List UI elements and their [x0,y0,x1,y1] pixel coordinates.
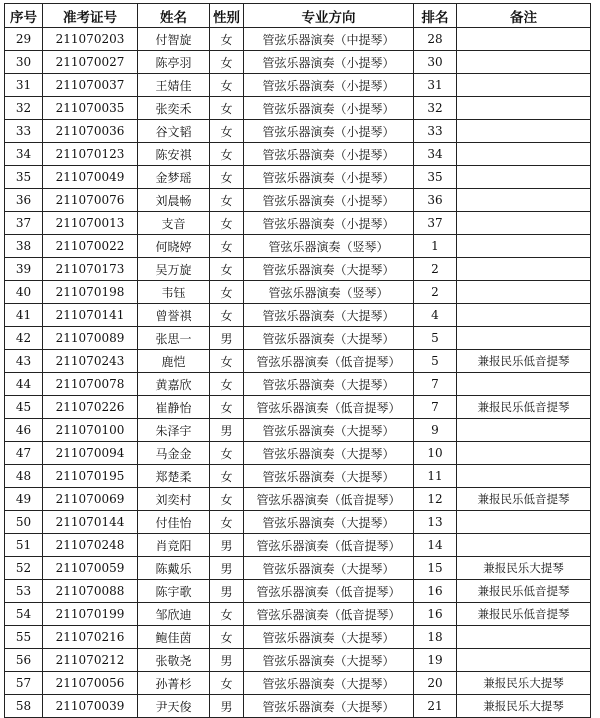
cell-gender: 女 [210,304,244,327]
cell-rank: 12 [414,488,457,511]
cell-gender: 女 [210,626,244,649]
cell-remarks: 兼报民乐低音提琴 [457,350,591,373]
cell-gender: 女 [210,166,244,189]
table-row [5,51,591,74]
cell-major: 管弦乐器演奏（小提琴） [244,143,414,166]
cell-exam-id: 211070035 [43,97,138,120]
cell-exam-id: 211070144 [43,511,138,534]
cell-major: 管弦乐器演奏（大提琴） [244,649,414,672]
cell-major: 管弦乐器演奏（竖琴） [244,235,414,258]
cell-name: 黄嘉欣 [138,373,210,396]
header-serial-number: 序号 [5,4,43,28]
cell-gender: 男 [210,534,244,557]
cell-rank: 1 [414,235,457,258]
cell-rank: 18 [414,626,457,649]
admission-ranking-table [4,3,591,718]
cell-remarks [457,327,591,350]
cell-remarks [457,74,591,97]
cell-serial-number: 34 [5,143,43,166]
cell-serial-number: 44 [5,373,43,396]
cell-exam-id: 211070076 [43,189,138,212]
cell-name: 韦钰 [138,281,210,304]
cell-serial-number: 51 [5,534,43,557]
cell-exam-id: 211070037 [43,74,138,97]
cell-serial-number: 55 [5,626,43,649]
table-row [5,166,591,189]
cell-remarks [457,419,591,442]
cell-exam-id: 211070013 [43,212,138,235]
cell-exam-id: 211070243 [43,350,138,373]
cell-gender: 女 [210,120,244,143]
cell-serial-number: 29 [5,28,43,51]
header-major: 专业方向 [244,4,414,28]
cell-major: 管弦乐器演奏（小提琴） [244,97,414,120]
cell-serial-number: 56 [5,649,43,672]
cell-serial-number: 47 [5,442,43,465]
cell-name: 陈亭羽 [138,51,210,74]
table-row [5,603,591,626]
table-row [5,304,591,327]
cell-remarks: 兼报民乐低音提琴 [457,603,591,626]
cell-rank: 7 [414,373,457,396]
cell-serial-number: 46 [5,419,43,442]
cell-exam-id: 211070069 [43,488,138,511]
cell-gender: 女 [210,143,244,166]
cell-gender: 女 [210,442,244,465]
table-row [5,465,591,488]
cell-exam-id: 211070088 [43,580,138,603]
cell-remarks [457,235,591,258]
table-row [5,28,591,51]
cell-exam-id: 211070248 [43,534,138,557]
table-row [5,120,591,143]
table-row [5,281,591,304]
cell-rank: 2 [414,258,457,281]
table-row [5,442,591,465]
cell-exam-id: 211070027 [43,51,138,74]
cell-rank: 11 [414,465,457,488]
cell-gender: 男 [210,419,244,442]
cell-rank: 13 [414,511,457,534]
cell-major: 管弦乐器演奏（大提琴） [244,465,414,488]
cell-remarks [457,212,591,235]
cell-rank: 31 [414,74,457,97]
cell-remarks [457,281,591,304]
cell-name: 鲍佳茵 [138,626,210,649]
cell-gender: 女 [210,189,244,212]
cell-exam-id: 211070198 [43,281,138,304]
cell-serial-number: 32 [5,97,43,120]
cell-rank: 5 [414,350,457,373]
cell-gender: 女 [210,672,244,695]
cell-major: 管弦乐器演奏（大提琴） [244,672,414,695]
header-exam-id: 准考证号 [43,4,138,28]
cell-gender: 女 [210,488,244,511]
cell-gender: 女 [210,258,244,281]
cell-name: 陈宇歌 [138,580,210,603]
cell-major: 管弦乐器演奏（低音提琴） [244,488,414,511]
cell-remarks: 兼报民乐低音提琴 [457,580,591,603]
cell-gender: 男 [210,327,244,350]
table-row [5,350,591,373]
table-row [5,143,591,166]
cell-serial-number: 39 [5,258,43,281]
cell-serial-number: 48 [5,465,43,488]
cell-major: 管弦乐器演奏（中提琴） [244,28,414,51]
cell-serial-number: 58 [5,695,43,718]
cell-exam-id: 211070089 [43,327,138,350]
cell-major: 管弦乐器演奏（小提琴） [244,74,414,97]
cell-name: 陈戴乐 [138,557,210,580]
cell-name: 崔静怡 [138,396,210,419]
cell-name: 王婧佳 [138,74,210,97]
cell-serial-number: 43 [5,350,43,373]
cell-gender: 男 [210,557,244,580]
cell-gender: 女 [210,465,244,488]
cell-remarks [457,626,591,649]
cell-rank: 15 [414,557,457,580]
cell-name: 金梦瑶 [138,166,210,189]
cell-serial-number: 36 [5,189,43,212]
cell-major: 管弦乐器演奏（大提琴） [244,442,414,465]
cell-rank: 7 [414,396,457,419]
cell-serial-number: 41 [5,304,43,327]
cell-remarks [457,120,591,143]
cell-rank: 37 [414,212,457,235]
table-header-row [5,4,591,28]
cell-remarks: 兼报民乐大提琴 [457,672,591,695]
cell-exam-id: 211070039 [43,695,138,718]
cell-name: 曾誉祺 [138,304,210,327]
cell-rank: 2 [414,281,457,304]
cell-remarks [457,28,591,51]
cell-gender: 女 [210,281,244,304]
cell-major: 管弦乐器演奏（低音提琴） [244,350,414,373]
table-body [5,28,591,718]
cell-exam-id: 211070036 [43,120,138,143]
cell-name: 朱泽宇 [138,419,210,442]
cell-rank: 19 [414,649,457,672]
cell-gender: 女 [210,28,244,51]
cell-name: 付智旋 [138,28,210,51]
cell-serial-number: 57 [5,672,43,695]
cell-exam-id: 211070049 [43,166,138,189]
cell-name: 孙菁杉 [138,672,210,695]
cell-exam-id: 211070094 [43,442,138,465]
table-row [5,373,591,396]
cell-rank: 28 [414,28,457,51]
table-row [5,212,591,235]
header-gender: 性别 [210,4,244,28]
cell-serial-number: 31 [5,74,43,97]
table-row [5,74,591,97]
cell-name: 尹天俊 [138,695,210,718]
table-row [5,557,591,580]
cell-remarks [457,189,591,212]
cell-gender: 女 [210,235,244,258]
table-row [5,626,591,649]
cell-remarks [457,258,591,281]
cell-serial-number: 49 [5,488,43,511]
cell-major: 管弦乐器演奏（小提琴） [244,166,414,189]
cell-remarks [457,51,591,74]
cell-remarks [457,465,591,488]
cell-remarks [457,97,591,120]
cell-serial-number: 37 [5,212,43,235]
cell-remarks: 兼报民乐大提琴 [457,695,591,718]
cell-gender: 女 [210,212,244,235]
cell-name: 马金金 [138,442,210,465]
cell-gender: 男 [210,580,244,603]
cell-name: 何晓婷 [138,235,210,258]
cell-serial-number: 54 [5,603,43,626]
cell-rank: 5 [414,327,457,350]
cell-remarks [457,442,591,465]
cell-name: 谷文韬 [138,120,210,143]
cell-name: 付佳怡 [138,511,210,534]
cell-gender: 女 [210,97,244,120]
table-row [5,534,591,557]
cell-exam-id: 211070056 [43,672,138,695]
cell-major: 管弦乐器演奏（竖琴） [244,281,414,304]
cell-exam-id: 211070226 [43,396,138,419]
cell-name: 吴万旋 [138,258,210,281]
table-row [5,327,591,350]
cell-name: 鹿恺 [138,350,210,373]
cell-rank: 30 [414,51,457,74]
cell-name: 张敬尧 [138,649,210,672]
cell-serial-number: 50 [5,511,43,534]
cell-exam-id: 211070141 [43,304,138,327]
cell-name: 张思一 [138,327,210,350]
cell-remarks: 兼报民乐大提琴 [457,557,591,580]
table-row [5,672,591,695]
cell-serial-number: 45 [5,396,43,419]
cell-remarks [457,373,591,396]
cell-gender: 女 [210,511,244,534]
cell-name: 陈安祺 [138,143,210,166]
table-row [5,97,591,120]
cell-exam-id: 211070022 [43,235,138,258]
table-row [5,580,591,603]
cell-name: 郑楚柔 [138,465,210,488]
cell-exam-id: 211070203 [43,28,138,51]
cell-gender: 女 [210,350,244,373]
cell-remarks [457,649,591,672]
cell-rank: 10 [414,442,457,465]
cell-name: 张奕禾 [138,97,210,120]
cell-major: 管弦乐器演奏（低音提琴） [244,396,414,419]
cell-rank: 35 [414,166,457,189]
cell-remarks [457,534,591,557]
cell-remarks: 兼报民乐低音提琴 [457,396,591,419]
cell-name: 刘晨畅 [138,189,210,212]
table-row [5,189,591,212]
cell-major: 管弦乐器演奏（低音提琴） [244,580,414,603]
cell-exam-id: 211070173 [43,258,138,281]
cell-major: 管弦乐器演奏（小提琴） [244,120,414,143]
table-row [5,488,591,511]
table-row [5,396,591,419]
cell-major: 管弦乐器演奏（大提琴） [244,695,414,718]
cell-gender: 女 [210,396,244,419]
cell-serial-number: 40 [5,281,43,304]
cell-major: 管弦乐器演奏（小提琴） [244,189,414,212]
cell-exam-id: 211070195 [43,465,138,488]
cell-serial-number: 33 [5,120,43,143]
cell-gender: 女 [210,603,244,626]
cell-exam-id: 211070078 [43,373,138,396]
table-row [5,695,591,718]
cell-major: 管弦乐器演奏（大提琴） [244,327,414,350]
cell-major: 管弦乐器演奏（小提琴） [244,51,414,74]
cell-exam-id: 211070059 [43,557,138,580]
cell-rank: 16 [414,603,457,626]
cell-major: 管弦乐器演奏（大提琴） [244,626,414,649]
cell-rank: 21 [414,695,457,718]
table-row [5,235,591,258]
header-name: 姓名 [138,4,210,28]
cell-rank: 32 [414,97,457,120]
cell-rank: 9 [414,419,457,442]
cell-exam-id: 211070100 [43,419,138,442]
cell-major: 管弦乐器演奏（小提琴） [244,212,414,235]
cell-exam-id: 211070216 [43,626,138,649]
cell-name: 邹欣迪 [138,603,210,626]
cell-gender: 男 [210,695,244,718]
table-row [5,649,591,672]
cell-remarks [457,304,591,327]
cell-serial-number: 35 [5,166,43,189]
cell-name: 肖竞阳 [138,534,210,557]
cell-gender: 女 [210,74,244,97]
cell-serial-number: 52 [5,557,43,580]
cell-serial-number: 30 [5,51,43,74]
header-remarks: 备注 [457,4,591,28]
cell-gender: 女 [210,51,244,74]
cell-gender: 男 [210,649,244,672]
cell-major: 管弦乐器演奏（大提琴） [244,258,414,281]
cell-remarks: 兼报民乐低音提琴 [457,488,591,511]
cell-serial-number: 42 [5,327,43,350]
cell-gender: 女 [210,373,244,396]
cell-rank: 16 [414,580,457,603]
table-row [5,511,591,534]
cell-remarks [457,143,591,166]
cell-rank: 4 [414,304,457,327]
cell-major: 管弦乐器演奏（大提琴） [244,557,414,580]
header-rank: 排名 [414,4,457,28]
table-row [5,258,591,281]
cell-major: 管弦乐器演奏（大提琴） [244,419,414,442]
cell-remarks [457,511,591,534]
cell-serial-number: 53 [5,580,43,603]
cell-major: 管弦乐器演奏（大提琴） [244,304,414,327]
cell-exam-id: 211070199 [43,603,138,626]
cell-serial-number: 38 [5,235,43,258]
cell-major: 管弦乐器演奏（低音提琴） [244,603,414,626]
table-row [5,419,591,442]
cell-rank: 14 [414,534,457,557]
cell-name: 刘奕村 [138,488,210,511]
cell-rank: 20 [414,672,457,695]
cell-major: 管弦乐器演奏（大提琴） [244,373,414,396]
cell-rank: 36 [414,189,457,212]
cell-name: 支音 [138,212,210,235]
cell-rank: 33 [414,120,457,143]
cell-major: 管弦乐器演奏（低音提琴） [244,534,414,557]
cell-exam-id: 211070212 [43,649,138,672]
cell-rank: 34 [414,143,457,166]
cell-major: 管弦乐器演奏（大提琴） [244,511,414,534]
cell-remarks [457,166,591,189]
cell-exam-id: 211070123 [43,143,138,166]
